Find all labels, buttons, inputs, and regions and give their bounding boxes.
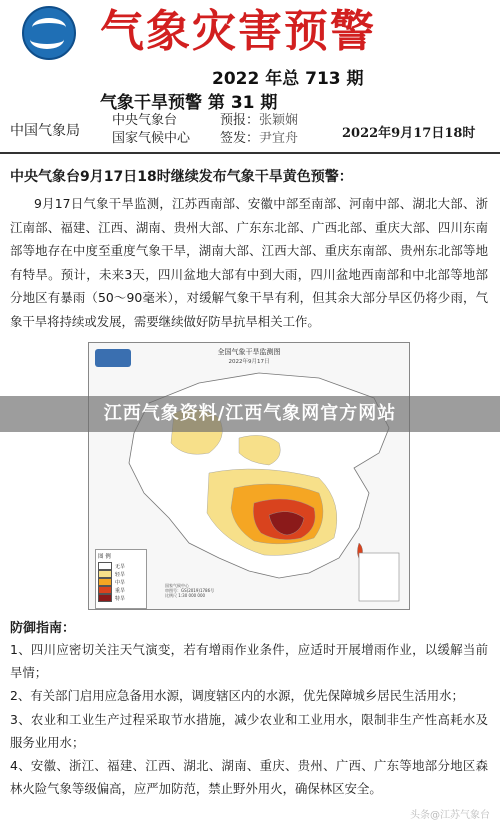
legend-item: 轻旱 (98, 570, 144, 578)
legend-item: 特旱 (98, 594, 144, 602)
issue-number: 2022 年总 713 期 (212, 69, 364, 89)
site-banner[interactable]: 江西气象资料/江西气象网官方网站 (0, 396, 500, 432)
issuer-1: 中央气象台 (112, 113, 178, 128)
map-title: 全国气象干旱监测图 (217, 348, 281, 356)
guide-item: 1、四川应密切关注天气演变，若有增雨作业条件，应适时开展增雨作业，以缓解当前旱情； (10, 642, 488, 681)
issuers (112, 112, 220, 152)
header-divider (0, 152, 500, 154)
issue-date: 2022年9月17日18时 (342, 126, 476, 141)
map-legend (95, 549, 147, 609)
notice-heading: 中央气象台9月17日18时继续发布气象干旱黄色预警： (10, 169, 353, 185)
warning-issue: 气象干旱预警 第 31 期 (100, 93, 278, 113)
forecaster-name: 张颖娴 (259, 113, 299, 128)
guide-item: 3、农业和工业生产过程采取节水措施，减少农业和工业用水，限制非生产性高耗水及服务业用水； (10, 711, 488, 750)
watermark: 头条@江苏气象台 (410, 810, 490, 821)
document-header (0, 0, 500, 150)
guide-heading: 防御指南： (10, 621, 76, 636)
issuer-2: 国家气候中心 (112, 131, 191, 146)
signers (220, 112, 340, 152)
legend-item: 中旱 (98, 578, 144, 586)
signer: 签发：尹宜舟 (220, 131, 299, 146)
forecaster: 预报：张颖娴 (220, 113, 299, 128)
guide-item: 2、有关部门启用应急备用水源，调度辖区内的水源，优先保障城乡居民生活用水； (10, 688, 464, 704)
document-title: 气象灾害预警 (100, 6, 376, 57)
map-note: 国家气候中心 审图号：GS(2019)1786号 比例尺 1:30 000 000 (165, 583, 215, 598)
guide-item: 4、安徽、浙江、福建、江西、湖北、湖南、重庆、贵州、广西、广东等地部分地区森林火险气象等级偏高，应严加防范，禁止野外用火，确保林区安全。 (10, 758, 488, 797)
agency-name: 中国气象局 (10, 123, 80, 139)
signer-name: 尹宜舟 (259, 131, 299, 146)
legend-title: 图 例 (98, 554, 111, 560)
guide-list (10, 638, 488, 800)
cma-logo-icon (22, 6, 76, 60)
legend-item: 无旱 (98, 562, 144, 570)
notice-body: 9月17日气象干旱监测，江苏西南部、安徽中部至南部、河南中部、湖北大部、浙江南部、福建、江西、湖南、贵州大部、广东东北部、广西北部、重庆大部、四川东南部等地存在中度至重度气象干旱，湖南大部、江西大部、重庆东南部、贵州东北部等地有特旱。预计，未来3天，四川盆地大部有中到大雨，四川盆地西南部和中北部等地部分地区有暴雨（50～90毫米），对缓解气象干旱有利，但其余大部分旱区仍将少雨，气象干旱将持续或发展，需要继续做好防旱抗旱相关工作。 (10, 196, 488, 329)
drought-map (88, 342, 410, 610)
map-date: 2022年9月17日 (228, 359, 270, 365)
legend-item: 重旱 (98, 586, 144, 594)
